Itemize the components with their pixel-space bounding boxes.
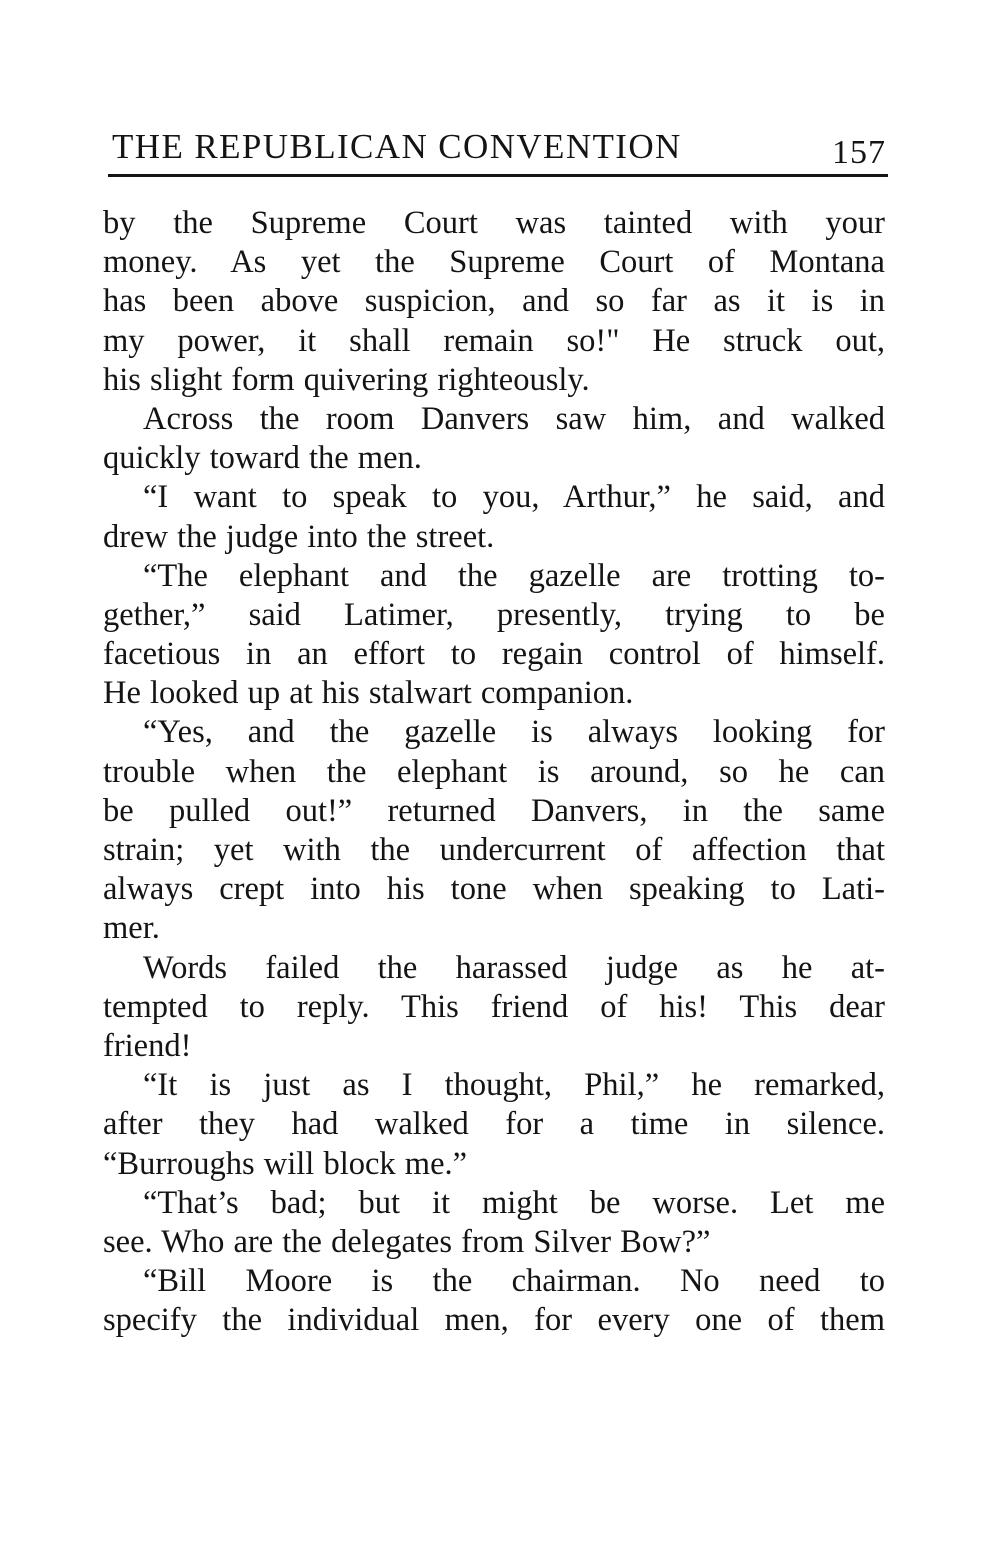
text-line: money. As yet the Supreme Court of Montana	[103, 244, 885, 281]
text-line: Words failed the harassed judge as he at-	[143, 949, 885, 986]
page-number: 157	[832, 134, 886, 171]
text-line: tempted to reply. This friend of his! This dear	[103, 988, 885, 1025]
text-line: see. Who are the delegates from Silver Bow?”	[103, 1223, 711, 1260]
text-line: has been above suspicion, and so far as it is in	[103, 283, 885, 320]
text-line: “Yes, and the gazelle is always looking for	[143, 714, 885, 751]
page-header	[108, 122, 888, 172]
text-line: “I want to speak to you, Arthur,” he said, and	[143, 479, 885, 516]
text-line: “Burroughs will block me.”	[103, 1145, 468, 1182]
text-line: always crept into his tone when speaking to Lati-	[103, 871, 885, 908]
text-line: gether,” said Latimer, presently, trying to be	[103, 596, 885, 633]
text-line: “Bill Moore is the chairman. No need to	[143, 1263, 885, 1300]
text-line: specify the individual men, for every one of them	[103, 1302, 885, 1339]
text-line: my power, it shall remain so!" He struck out,	[103, 322, 885, 359]
text-line: be pulled out!” returned Danvers, in the same	[103, 792, 885, 829]
text-line: by the Supreme Court was tainted with your	[103, 205, 885, 241]
text-line: “The elephant and the gazelle are trotting to-	[143, 557, 885, 594]
text-line: facetious in an effort to regain control of himself.	[103, 636, 885, 673]
text-line: trouble when the elephant is around, so he can	[103, 753, 885, 790]
text-line: “That’s bad; but it might be worse. Let me	[143, 1184, 885, 1221]
body-text	[103, 204, 885, 1340]
running-head: THE REPUBLICAN CONVENTION	[112, 127, 682, 166]
text-line: quickly toward the men.	[103, 440, 422, 477]
text-line: He looked up at his stalwart companion.	[103, 675, 634, 712]
text-line: after they had walked for a time in silence.	[103, 1106, 885, 1143]
text-line: “It is just as I thought, Phil,” he remarked,	[143, 1067, 885, 1104]
text-line: his slight form quivering righteously.	[103, 361, 590, 398]
text-line: drew the judge into the street.	[103, 518, 495, 555]
text-line: mer.	[103, 910, 160, 947]
text-line: Across the room Danvers saw him, and walked	[143, 400, 885, 437]
text-line: strain; yet with the undercurrent of affection that	[103, 832, 885, 868]
header-rule	[108, 174, 888, 177]
text-line: friend!	[103, 1027, 192, 1064]
